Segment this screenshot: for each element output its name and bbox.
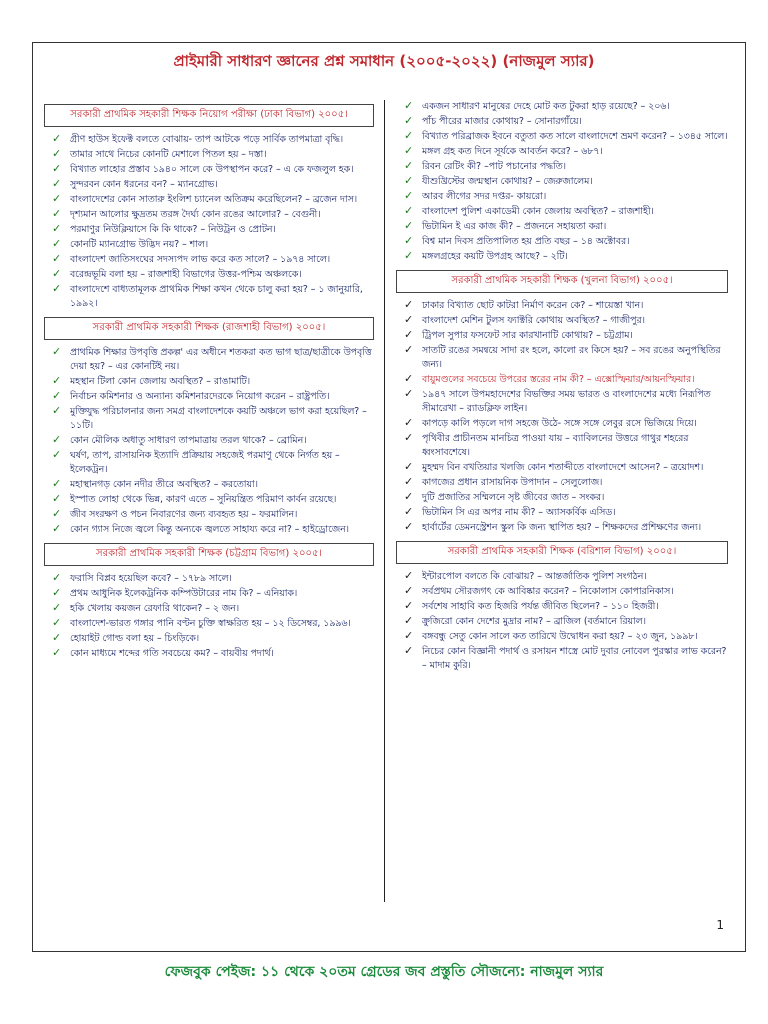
- section-heading: সরকারী প্রাথমিক সহকারী শিক্ষক (বরিশাল বিভাগ) ২০০৫।: [396, 541, 728, 564]
- qa-text: হকি খেলায় কয়জন রেফারি থাকেন? – ২ জন।: [70, 603, 240, 614]
- qa-text: বিখ্যাত লাহোর প্রস্তাব ১৯৪০ সালে কে উপস্থাপন করে? – এ কে ফজলুল হক।: [70, 164, 354, 175]
- qa-item: [396, 130, 728, 144]
- qa-text: দৃশ্যমান আলোর ক্ষুদ্রতম তরঙ্গ দৈর্ঘ্য কোন রঙের আলোর? – বেগুনী।: [70, 209, 321, 220]
- qa-item: [396, 329, 728, 343]
- qa-item: [396, 205, 728, 219]
- qa-item: [396, 521, 728, 535]
- qa-text: বিশ্ব মান দিবস প্রতিপালিত হয় প্রতি বছর – ১৪ অক্টোবর।: [422, 236, 630, 247]
- qa-item: [396, 630, 728, 644]
- qa-text: প্রাথমিক শিক্ষার উপবৃত্তি প্রকল্প' এর অধীনে শতকরা কত ভাগ ছাত্র/ছাত্রীকে উপবৃত্তি দেয়া হয়? – এর কোনটিই নয়।: [70, 347, 372, 372]
- checkmark-icon: ✓: [52, 207, 62, 220]
- qa-list: [44, 572, 374, 661]
- qa-text: কোনটি ম্যানগ্রোভ উদ্ভিদ নয়? – শাল।: [70, 239, 209, 250]
- qa-text: পাঁচ পীরের মাজার কোথায়? – সোনারগাঁয়ে।: [422, 116, 582, 127]
- checkmark-icon: ✓: [404, 313, 414, 326]
- checkmark-icon: ✓: [404, 129, 414, 142]
- checkmark-icon: ✓: [52, 631, 62, 644]
- checkmark-icon: ✓: [404, 234, 414, 247]
- qa-item: [44, 178, 374, 192]
- checkmark-icon: ✓: [404, 584, 414, 597]
- section-heading: সরকারী প্রাথমিক সহকারী শিক্ষক (খুলনা বিভাগ) ২০০৫।: [396, 270, 728, 293]
- qa-item: [396, 250, 728, 264]
- checkmark-icon: ✓: [404, 114, 414, 127]
- qa-item: [396, 190, 728, 204]
- checkmark-icon: ✓: [52, 177, 62, 190]
- qa-text: মহাস্থানগড় কোন নদীর তীরে অবস্থিত? – করতোয়া।: [70, 479, 258, 490]
- checkmark-icon: ✓: [52, 267, 62, 280]
- checkmark-icon: ✓: [52, 646, 62, 659]
- checkmark-icon: ✓: [52, 404, 62, 417]
- checkmark-icon: ✓: [52, 345, 62, 358]
- qa-item: [396, 432, 728, 460]
- qa-text: কোন গ্যাস নিজে জ্বলে কিন্তু অন্যকে জ্বলতে সাহায্য করে না? – হাইড্রোজেন।: [70, 524, 349, 535]
- checkmark-icon: ✓: [52, 222, 62, 235]
- qa-item: [396, 461, 728, 475]
- qa-item: [44, 478, 374, 492]
- qa-text: আরব লীগের সদর দপ্তর- কায়রো।: [422, 191, 547, 202]
- checkmark-icon: ✓: [404, 614, 414, 627]
- qa-text: ইন্টারপোল বলতে কি বোঝায়? – আন্তর্জাতিক পুলিশ সংগঠন।: [422, 571, 647, 582]
- qa-text: ঢাকার বিখ্যাত ছোট কাটরা নির্মাণ করেন কে? – শায়েস্তা খান।: [422, 300, 644, 311]
- qa-text: মুহম্মদ বিন বখতিয়ার খলজি কোন শতাব্দীতে বাংলাদেশে আসেন? – ত্রয়োদশ।: [422, 462, 704, 473]
- qa-item: [44, 647, 374, 661]
- qa-item: [396, 115, 728, 129]
- checkmark-icon: ✓: [404, 416, 414, 429]
- qa-text: মহস্থান টিলা কোন জেলায় অবস্থিত? – রাঙামাটি।: [70, 376, 251, 387]
- qa-item: [396, 491, 728, 505]
- qa-text: বাংলাদেশ-ভারত গঙ্গার পানি বণ্টন চুক্তি স্বাক্ষরিত হয় – ১২ ডিসেম্বর, ১৯৯৬।: [70, 618, 351, 629]
- footer-credit: ফেজবুক পেইজ: ১১ থেকে ২০তম গ্রেডের জব প্রস্তুতি সৌজন্যে: নাজমুল স্যার: [164, 964, 604, 980]
- qa-item: [44, 523, 374, 537]
- qa-text: যীশুখ্রিস্টের জন্মস্থান কোথায়? – জেরুজালেম।: [422, 176, 593, 187]
- qa-item: [44, 602, 374, 616]
- qa-item: [44, 268, 374, 282]
- right-column: [396, 100, 728, 679]
- qa-item: [396, 160, 728, 174]
- page-title: প্রাইমারী সাধারণ জ্ঞানের প্রশ্ন সমাধান (২০০৫-২০২২) (নাজমুল স্যার): [173, 52, 595, 70]
- qa-text: সাতটি রঙের সমন্বয়ে সাদা রং হলে, কালো রং কিসে হয়? – সব রঙের অনুপস্থিতির জন্য।: [422, 345, 721, 370]
- qa-item: [396, 570, 728, 584]
- qa-text: সুন্দরবন কোন ধরনের বন? – ম্যানগ্রোভ।: [70, 179, 218, 190]
- qa-text: বিখ্যাত পরিব্রাজক ইবনে বতুতা কত সালে বাংলাদেশে ভ্রমণ করেন? – ১৩৪৫ সালে।: [422, 131, 728, 142]
- checkmark-icon: ✓: [404, 644, 414, 657]
- qa-item: [44, 375, 374, 389]
- qa-text: তামার সাথে নিচের কোনটি মেশালে পিতল হয় – দস্তা।: [70, 149, 267, 160]
- qa-text: কোন মৌলিক অধাতু সাধারণ তাপমাত্রায় তরল থাকে? – ব্রোমিন।: [70, 435, 307, 446]
- qa-item: [44, 632, 374, 646]
- qa-item: [44, 493, 374, 507]
- qa-text: মুক্তিযুদ্ধ পরিচালনার জন্য সমগ্র বাংলাদেশকে কয়টি অঞ্চলে ভাগ করা হয়েছিল? – ১১টি।: [70, 406, 367, 431]
- checkmark-icon: ✓: [52, 252, 62, 265]
- checkmark-icon: ✓: [404, 343, 414, 356]
- checkmark-icon: ✓: [404, 174, 414, 187]
- checkmark-icon: ✓: [52, 147, 62, 160]
- checkmark-icon: ✓: [404, 475, 414, 488]
- qa-list: [396, 570, 728, 673]
- qa-text: বঙ্গবন্ধু সেতু কোন সালে কত তারিখে উদ্বোধন করা হয়? – ২৩ জুন, ১৯৯৮।: [422, 631, 698, 642]
- qa-item: [44, 572, 374, 586]
- qa-text: ভিটামিন সি এর অপর নাম কী? – অ্যাসকর্বিক এসিড।: [422, 507, 616, 518]
- checkmark-icon: ✓: [404, 387, 414, 400]
- checkmark-icon: ✓: [404, 159, 414, 172]
- qa-text: কাগজের প্রধান রাসায়নিক উপাদান – সেলুলোজ।: [422, 477, 603, 488]
- qa-text: ফরাসি বিপ্লব হয়েছিল কবে? – ১৭৮৯ সালে।: [70, 573, 232, 584]
- qa-text: ট্রিপল সুপার ফসফেট সার কারখানাটি কোথায়? – চট্টগ্রাম।: [422, 330, 633, 341]
- qa-text: ভিটামিন ই এর কাজ কী? – প্রজননে সহায়তা করা।: [422, 221, 607, 232]
- qa-text: কোন মাধ্যমে শব্দের গতি সবচেয়ে কম? – বায়বীয় পদার্থ।: [70, 648, 274, 659]
- checkmark-icon: ✓: [404, 490, 414, 503]
- qa-item: [396, 600, 728, 614]
- qa-item: [44, 148, 374, 162]
- qa-item: [44, 449, 374, 477]
- checkmark-icon: ✓: [52, 571, 62, 584]
- qa-item: [396, 476, 728, 490]
- section-heading: সরকারী প্রাথমিক সহকারী শিক্ষক নিয়োগ পরীক্ষা (ঢাকা বিভাগ) ২০০৫।: [44, 104, 374, 127]
- qa-item: [396, 299, 728, 313]
- qa-text: বাংলাদেশ মেশিন টুলস ফ্যাক্টরি কোথায় অবস্থিত? – গাজীপুর।: [422, 315, 645, 326]
- checkmark-icon: ✓: [52, 616, 62, 629]
- qa-item: [396, 235, 728, 249]
- qa-text: বাংলাদেশে বাধ্যতামূলক প্রাথমিক শিক্ষা কখন থেকে চালু করা হয়? – ১ জানুয়ারি, ১৯৯২।: [70, 284, 363, 309]
- checkmark-icon: ✓: [52, 433, 62, 446]
- qa-text: মঙ্গলগ্রহের কয়টি উপগ্রহ আছে? – ২টি।: [422, 251, 568, 262]
- column-divider: [384, 100, 385, 902]
- checkmark-icon: ✓: [404, 460, 414, 473]
- checkmark-icon: ✓: [404, 569, 414, 582]
- qa-item: [44, 508, 374, 522]
- checkmark-icon: ✓: [52, 389, 62, 402]
- checkmark-icon: ✓: [52, 237, 62, 250]
- checkmark-icon: ✓: [52, 282, 62, 295]
- section-heading: সরকারী প্রাথমিক সহকারী শিক্ষক (চট্টগ্রাম বিভাগ) ২০০৫।: [44, 543, 374, 566]
- qa-text: ঘর্ষণ, তাপ, রাসায়নিক ইত্যাদি প্রক্রিয়ায় সহজেই পরমাণু থেকে নির্গত হয় – ইলেকট্রন।: [70, 450, 340, 475]
- qa-text: বরেন্দ্রভূমি বলা হয় – রাজশাহী বিভাগের উত্তর-পশ্চিম অঞ্চলকে।: [70, 269, 302, 280]
- qa-item: [396, 388, 728, 416]
- qa-item: [396, 645, 728, 673]
- checkmark-icon: ✓: [52, 477, 62, 490]
- qa-text: নিচের কোন বিজ্ঞানী পদার্থ ও রসায়ন শাস্ত্রে মোট দুবার নোবেল পুরস্কার লাভ করেন? – মাদাম কুরি।: [422, 646, 727, 671]
- qa-text: কাপড়ে কালি পড়লে দাগ সহজে উঠে- সঙ্গে সঙ্গে লেবুর রসে ভিজিয়ে দিয়ে।: [422, 418, 697, 429]
- qa-item: [44, 390, 374, 404]
- qa-text: হোয়াইট গোল্ড বলা হয় – চিংড়িকে।: [70, 633, 200, 644]
- qa-item: [396, 314, 728, 328]
- qa-item: [396, 615, 728, 629]
- qa-text: হার্বার্টের ডেমনস্ট্রেশন স্কুল কি জন্য স্থাপিত হয়? – শিক্ষকদের প্রশিক্ষণের জন্য।: [422, 522, 702, 533]
- checkmark-icon: ✓: [404, 204, 414, 217]
- qa-item: [44, 434, 374, 448]
- qa-item: [44, 253, 374, 267]
- qa-item: [44, 208, 374, 222]
- qa-item: [44, 223, 374, 237]
- qa-text: নির্বাচন কমিশনার ও অন্যান্য কমিশনারদেরকে নিয়োগ করেন – রাষ্ট্রপতি।: [70, 391, 330, 402]
- qa-text: সর্বশেষ সাহাবি কত হিজরি পর্যন্ত জীবিত ছিলেন? – ১১০ হিজরী।: [422, 601, 659, 612]
- qa-text: দুটি প্রজাতির সম্মিলনে সৃষ্ট জীবের জাত – সংকর।: [422, 492, 605, 503]
- qa-item: [44, 238, 374, 252]
- checkmark-icon: ✓: [52, 374, 62, 387]
- qa-item: [44, 133, 374, 147]
- checkmark-icon: ✓: [52, 522, 62, 535]
- checkmark-icon: ✓: [404, 144, 414, 157]
- checkmark-icon: ✓: [52, 132, 62, 145]
- checkmark-icon: ✓: [404, 249, 414, 262]
- checkmark-icon: ✓: [52, 192, 62, 205]
- qa-text: ইস্পাত লোহা থেকে ভিন্ন, কারণ এতে – সুনিয়ন্ত্রিত পরিমাণ কার্বন রয়েছে।: [70, 494, 337, 505]
- checkmark-icon: ✓: [404, 372, 414, 385]
- qa-item: [44, 346, 374, 374]
- checkmark-icon: ✓: [404, 599, 414, 612]
- qa-item: [396, 417, 728, 431]
- qa-item: [396, 220, 728, 234]
- qa-list: [396, 100, 728, 264]
- checkmark-icon: ✓: [404, 431, 414, 444]
- qa-text: মঙ্গল গ্রহ কত দিনে সূর্যকে আবর্তন করে? – ৬৮৭।: [422, 146, 603, 157]
- qa-text: রিবন রেটিং কী? –পাট পচানোর পদ্ধতি।: [422, 161, 566, 172]
- qa-text: প্রথম আধুনিক ইলেকট্রনিক কম্পিউটারের নাম কি? – এনিয়াক।: [70, 588, 298, 599]
- qa-item: [396, 344, 728, 372]
- qa-item: [396, 175, 728, 189]
- qa-text: বাংলাদেশ পুলিশ একাডেমী কোন জেলায় অবস্থিত? – রাজশাহী।: [422, 206, 654, 217]
- qa-text: একজন সাধারণ মানুষের দেহে মোট কত টুকরা হাড় রয়েছে? – ২০৬।: [422, 101, 670, 112]
- checkmark-icon: ✓: [404, 520, 414, 533]
- qa-text: গ্রীণ হাউস ইফেক্ট বলতে বোঝায়- তাপ আটকে পড়ে সার্বিক তাপমাত্রা বৃদ্ধি।: [70, 134, 344, 145]
- checkmark-icon: ✓: [404, 505, 414, 518]
- qa-text: জীব সংরক্ষণ ও পচন নিবারণের জন্য ব্যবহৃত হয় – ফরমালিন।: [70, 509, 298, 520]
- qa-text: সর্বপ্রথম সৌরজগৎ কে আবিষ্কার করেন? – নিকোলাস কোপারনিকাস।: [422, 586, 674, 597]
- left-column: [44, 100, 374, 667]
- qa-item: [396, 100, 728, 114]
- checkmark-icon: ✓: [404, 99, 414, 112]
- checkmark-icon: ✓: [404, 629, 414, 642]
- qa-list: [396, 299, 728, 535]
- checkmark-icon: ✓: [52, 601, 62, 614]
- checkmark-icon: ✓: [404, 189, 414, 202]
- qa-text: পরমাণুর নিউক্লিয়াসে কি কি থাকে? – নিউট্রন ও প্রোটন।: [70, 224, 276, 235]
- page-number: 1: [716, 918, 724, 932]
- qa-text: বাংলাদেশের কোন সাতারু ইংলিশ চ্যানেল অতিক্রম করেছিলেন? – ব্রজেন দাস।: [70, 194, 358, 205]
- checkmark-icon: ✓: [52, 162, 62, 175]
- qa-list: [44, 346, 374, 537]
- qa-item: [44, 163, 374, 177]
- qa-item: [396, 585, 728, 599]
- checkmark-icon: ✓: [404, 328, 414, 341]
- checkmark-icon: ✓: [52, 507, 62, 520]
- qa-item: [44, 405, 374, 433]
- checkmark-icon: ✓: [52, 492, 62, 505]
- qa-text: পৃথিবীর প্রাচীনতম মানচিত্র পাওয়া যায় – ব্যাবিলনের উত্তরে গাথুর শহরের ধ্বংসাবশেষে।: [422, 433, 689, 458]
- qa-item: [396, 145, 728, 159]
- qa-text: বায়ুমণ্ডলের সবচেয়ে উপরের স্তরের নাম কী? – এক্সোস্ফিয়ার/আয়নস্ফিয়ার।: [422, 374, 695, 385]
- checkmark-icon: ✓: [404, 298, 414, 311]
- qa-text: বাংলাদেশ জাতিসংঘের সদস্যপদ লাভ করে কত সালে? – ১৯৭৪ সালে।: [70, 254, 331, 265]
- qa-text: ক্রুজিরো কোন দেশের মুদ্রার নাম? – ব্রাজিল (বর্তমানে রিয়াল।: [422, 616, 646, 627]
- qa-item: [396, 506, 728, 520]
- qa-item: [44, 587, 374, 601]
- checkmark-icon: ✓: [404, 219, 414, 232]
- qa-item: [44, 193, 374, 207]
- qa-list: [44, 133, 374, 311]
- qa-item: [44, 617, 374, 631]
- qa-item: [396, 373, 728, 387]
- qa-text: ১৯৪৭ সালে উপমহাদেশের বিভক্তির সময় ভারত ও বাংলাদেশের মধ্যে নিরূপিত সীমারেখা – র‍্যাডক্লিফ লাইন।: [422, 389, 711, 414]
- checkmark-icon: ✓: [52, 586, 62, 599]
- qa-item: [44, 283, 374, 311]
- checkmark-icon: ✓: [52, 448, 62, 461]
- section-heading: সরকারী প্রাথমিক সহকারী শিক্ষক (রাজশাহী বিভাগ) ২০০৫।: [44, 317, 374, 340]
